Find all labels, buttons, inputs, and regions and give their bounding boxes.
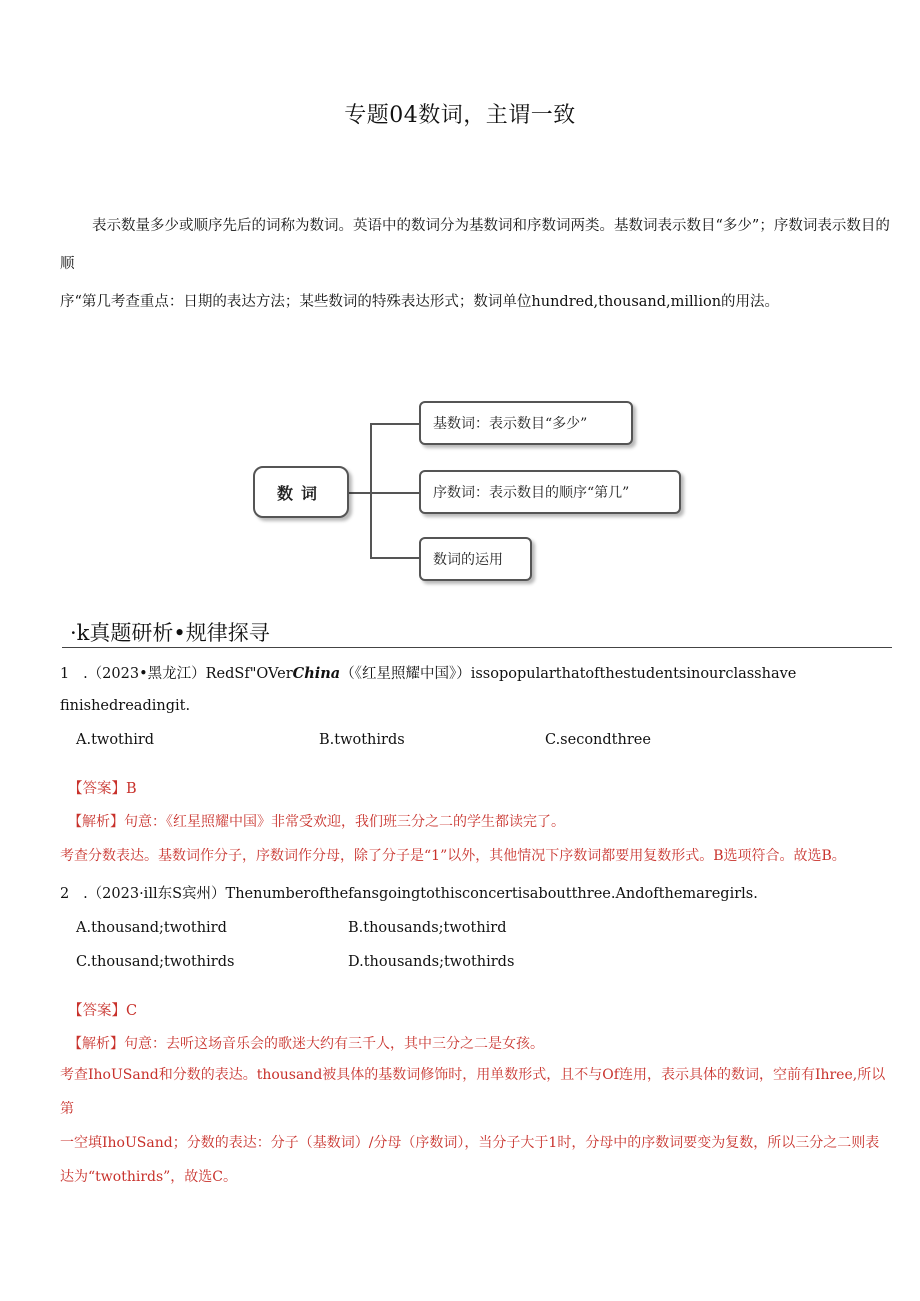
question-2-explanation-line-1: 考查IhoUSand和分数的表达。thousand被具体的基数词修饰时，用单数形式，且不与Of连用，表示具体的数词，空前有Ihree,所以第 — [60, 1067, 886, 1117]
intro-line-2: 序“第几考查重点：日期的表达方法；某些数词的特殊表达形式；数词单位hundred,thousand,million的用法。 — [60, 294, 780, 310]
question-1-analysis — [68, 811, 565, 831]
question-1-answer: 【答案】B — [68, 781, 137, 797]
connector-branch-2 — [370, 492, 420, 494]
intro-line-1: 表示数量多少或顺序先后的词称为数词。英语中的数词分为基数词和序数词两类。基数词表示数目“多少”；序数词表示数目的顺 — [60, 218, 890, 272]
mindmap-node-ordinal: 序数词：表示数目的顺序“第几” — [419, 470, 681, 514]
question-2-explanation-line-2: 一空填IhoUSand；分数的表达：分子（基数词）/分母（序数词），当分子大于1时，分母中的序数词要变为复数，所以三分之二则表 — [60, 1135, 880, 1151]
intro-paragraph — [60, 207, 896, 321]
question-1-option-c: C.secondthree — [545, 732, 651, 748]
question-2-option-c: C.thousand;twothirds — [76, 954, 235, 970]
connector-trunk — [370, 423, 372, 558]
question-2-number: 2 — [60, 886, 70, 902]
question-1-stem — [60, 662, 796, 683]
question-1-option-a: A.twothird — [76, 732, 155, 748]
section-heading: ·k真题研析•规律探寻 — [70, 621, 270, 645]
question-2-answer: 【答案】C — [68, 1003, 138, 1019]
question-1-stem-suffix: （《红星照耀中国》）issopopularthatofthestudentsinourclasshave — [340, 666, 797, 682]
question-1-option-b: B.twothirds — [319, 732, 405, 748]
mindmap-node-usage: 数词的运用 — [419, 537, 532, 581]
question-1-number: 1 — [60, 666, 70, 682]
question-2-analysis-text: 句意：去听这场音乐会的歌迷大约有三千人，其中三分之二是女孩。 — [124, 1036, 544, 1052]
question-2-option-a: A.thousand;twothird — [76, 920, 227, 936]
mindmap-root-node: 数词 — [253, 466, 349, 518]
connector-root — [349, 492, 371, 494]
question-2-option-b: B.thousands;twothird — [348, 920, 507, 936]
connector-branch-3 — [370, 557, 420, 559]
question-1-analysis-text: 句意：《红星照耀中国》非常受欢迎，我们班三分之二的学生都读完了。 — [124, 814, 565, 830]
page-title: 专题04数词，主谓一致 — [344, 103, 576, 128]
question-2-option-d: D.thousands;twothirds — [348, 954, 515, 970]
question-2-explanation-line-3: 达为“twothirds”，故选C。 — [60, 1169, 238, 1185]
question-1-explanation: 考查分数表达。基数词作分子，序数词作分母，除了分子是“1”以外，其他情况下序数词都要用复数形式。B选项符合。故选B。 — [60, 848, 846, 864]
connector-branch-1 — [370, 423, 420, 425]
question-2-analysis-label: 【解析】 — [68, 1036, 124, 1052]
mindmap-node-cardinal: 基数词：表示数目“多少” — [419, 401, 633, 445]
question-1-stem-line2: finishedreadingit. — [60, 698, 191, 714]
question-2-explanation — [60, 1058, 896, 1194]
question-2-stem-prefix: .（2023·ill东S宾州）Thenumberofthefansgoingtothisconcertisaboutthree.Andofthemaregirls. — [83, 886, 758, 902]
question-2-stem — [60, 882, 758, 903]
question-1-analysis-label: 【解析】 — [68, 814, 124, 830]
question-1-stem-italic: China — [292, 665, 341, 682]
question-1-stem-prefix: .（2023•黑龙江）RedSf"OVer — [83, 666, 293, 682]
section-divider — [62, 647, 892, 648]
question-2-analysis — [68, 1033, 544, 1053]
